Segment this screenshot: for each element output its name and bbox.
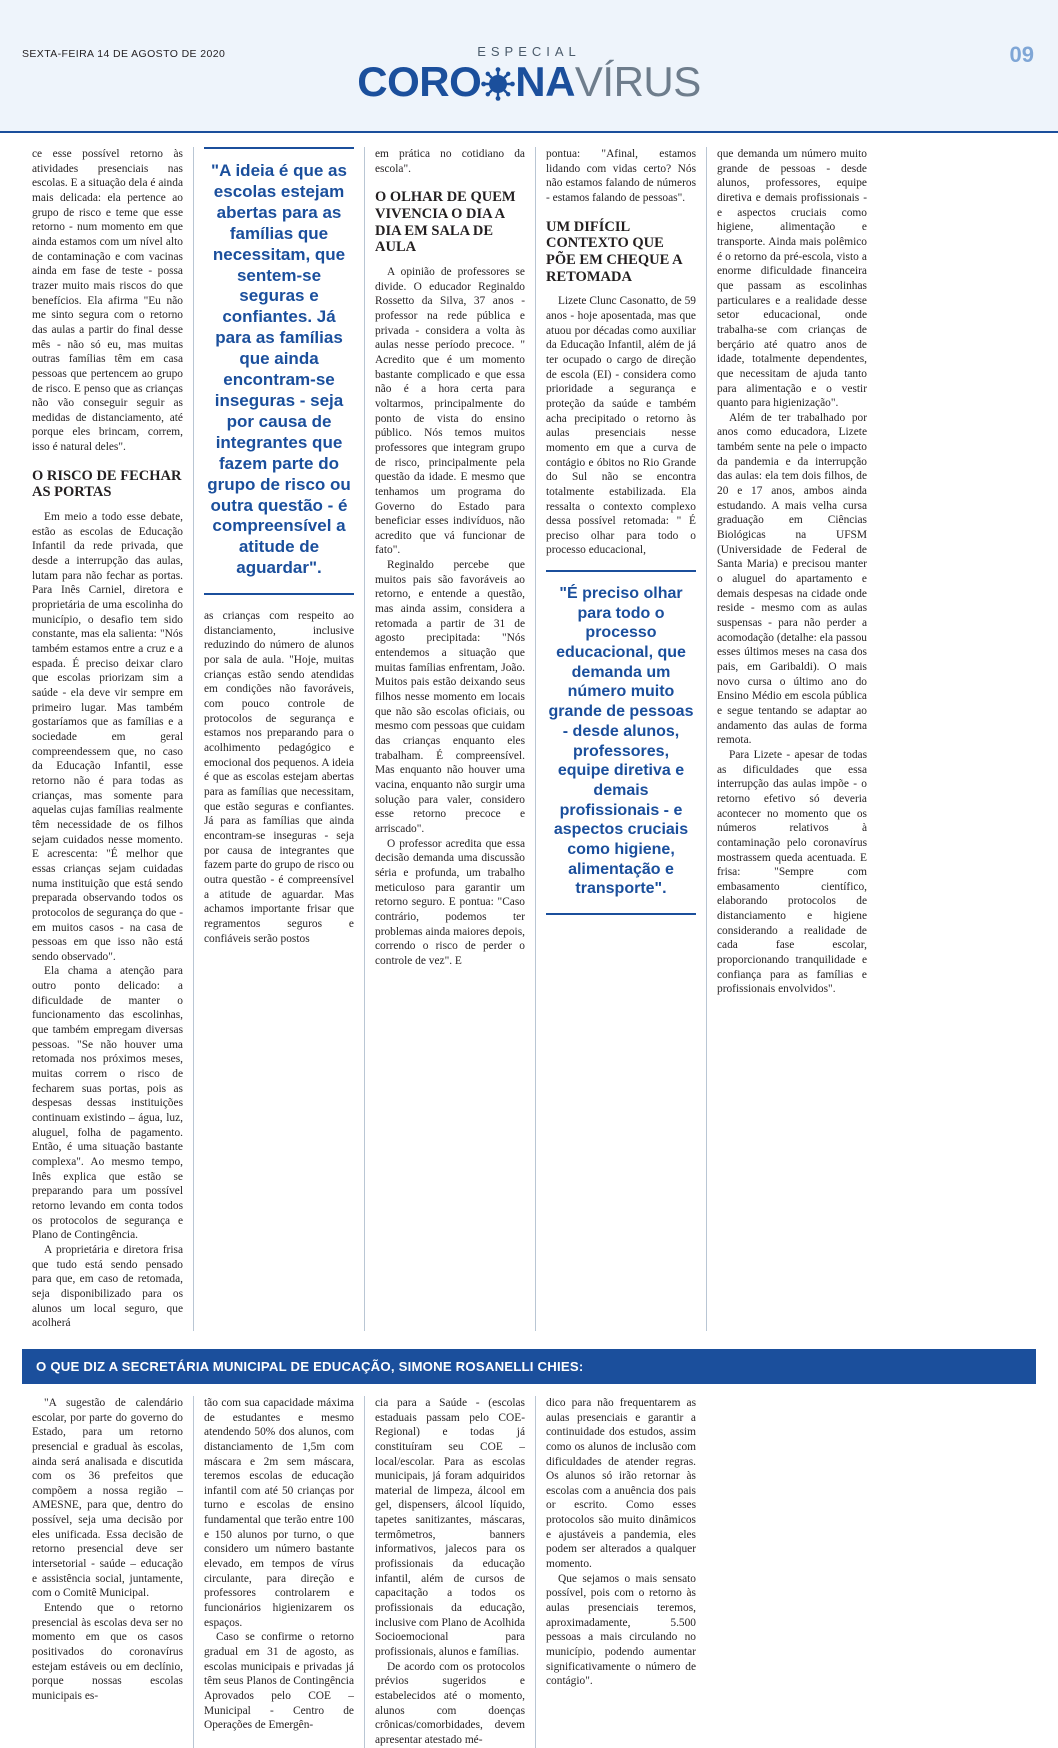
- paragraph: ce esse possível retorno às atividades presenciais nas escolas. E a situação dela é ainda mais delicada: ela pertence ao grupo de risco e teme que esse retorno - num momento em que ainda estamos com um nível alto de contaminação e com vacinas ainda em fase de teste - possa trazer muito mais riscos do que benefícios. Ela afirma "Eu não me sinto segura com o retorno das aulas a partir do final desse mês - não só eu, mas muitas outras famílias têm em casa pessoas que pertencem ao grupo de risco. E penso que as crianças não vão conseguir seguir as medidas de distanciamento, até porque eles brincam, correm, isso é natural deles".: [32, 148, 183, 454]
- paragraph: O professor acredita que essa decisão demanda uma discussão séria e profunda, um trabalho meticuloso para garantir um retorno seguro. E pontua: "Caso contrário, podemos ter problemas ainda maiores depois, correndo o risco de perder o controle de vez". E: [375, 837, 525, 967]
- masthead: [0, 0, 1058, 133]
- paragraph: Entendo que o retorno presencial às escolas deva ser no momento em que os casos positivados do coronavírus estejam estáveis ou em declínio, porque nossas escolas municipais es-: [32, 1602, 183, 1702]
- secretary-statement-band: O QUE DIZ A SECRETÁRIA MUNICIPAL DE EDUCAÇÃO, SIMONE ROSANELLI CHIES:: [22, 1349, 1036, 1384]
- secretary-column-2: [193, 1396, 364, 1748]
- paragraph: pontua: "Afinal, estamos lidando com vidas certo? Nós não estamos falando de números - estamos falando de pessoas".: [546, 148, 696, 204]
- paragraph: Além de ter trabalhado por anos como educadora, Lizete também sente na pele o impacto da pandemia e da interrupção das aulas: ela tem dois filhos, de 20 e 17 anos, ambos ainda estudando. A mais velha cursa graduação em Ciências Biológicas na UFSM (Universidade de Federal de Santa Maria) e precisou manter o aluguel do apartamento e demais despesas na cidade onde reside - mesmo com as aulas suspensas - para não perder a acomodação (detalhe: ela passou esses últimos meses na casa dos pais, em Garibaldi). O mais novo cursa o último ano do Ensino Médio em escola pública e segue tentando se adaptar ao andamento das aulas de forma remota.: [717, 411, 867, 747]
- masthead-logo: [0, 58, 1058, 105]
- paragraph: que demanda um número muito grande de pessoas - desde alunos, professores, equipe diretiva e demais profissionais - e aspectos cruciais como higiene, alimentação e transporte. Ainda mais polêmico é o retorno da pré-escola, visto a enorme dificuldade financeira que passam as escolinhas particulares e a realidade desse setor educacional, onde trabalha-se com crianças de berçário até quatro anos de idade, totalmente dependentes, que necessitam de ajuda tanto para alimentação e o vestir quanto para higienização".: [717, 148, 867, 410]
- article-column-3: [364, 147, 535, 1331]
- paragraph: Em meio a todo esse debate, estão as escolas de Educação Infantil da rede privada, que desde a interrupção das aulas, lutam para não fechar as portas. Para Inês Carniel, diretora e proprietária de uma escolinha do município, o desafio tem sido constante, mas ela salienta: "Nós também estamos entre a cruz e a espada. É preciso deixar claro que escolas priorizam sim a saúde - ela deve vir sempre em primeiro lugar. Mas também gostaríamos que as famílias e a sociedade em geral compreendessem que, no caso da Educação Infantil, esse retorno não é para todas as crianças, mas somente para aquelas cujas famílias realmente têm necessidade de os filhos sejam cuidados nesse momento. E acrescenta: "É melhor que essas crianças sejam cuidadas numa instituição que está sendo preparada observando todos os protocolos de segurança do que - em muitos casos - na casa de pessoas em que isso não está sendo observado".: [32, 511, 183, 963]
- pull-quote-2: "É preciso olhar para todo o processo educacional, que demanda um número muito grande de pessoas - desde alunos, professores, equipe diretiva e demais profissionais - e aspectos cruciais como higiene, alimentação e transporte".: [546, 570, 696, 915]
- masthead-logo-block: [0, 44, 1058, 103]
- secretary-column-3: [364, 1396, 535, 1748]
- paragraph: "A sugestão de calendário escolar, por parte do governo do Estado, para um retorno presencial e gradual às escolas, ainda será analisada e discutida com os 36 prefeitos que compõem a nossa região – AMESNE, para que, dentro do possível, seja uma decisão por eles unificada. Essa decisão de retorno presencial deve ser intersetorial - saúde – educação e assistência social, juntamente, com o Comitê Municipal.: [32, 1396, 183, 1600]
- paragraph: Que sejamos o mais sensato possível, pois com o retorno às aulas presenciais teremos, aproximadamente, 5.500 pessoas a mais circulando no município, podendo aumentar significativamente o número de contágio".: [546, 1572, 696, 1688]
- paragraph: cia para a Saúde - (escolas estaduais passam pelo COE-Regional) e todas já constituíram seu COE – local/escolar. Para as escolas municipais, já foram adquiridos material de limpeza, álcool em gel, dispensers, álcool líquido, tapetes sanitizantes, máscaras, termômetros, banners informativos, jalecos para os profissionais da educação infantil, além de cursos de capacitação a todos os profissionais da educação, inclusive com Plano de Acolhida Socioemocional para profissionais, alunos e famílias.: [375, 1396, 525, 1659]
- logo-text-na: NA: [515, 58, 575, 105]
- article-columns: [22, 147, 1036, 1331]
- secretary-statement-body: [0, 1384, 1058, 1748]
- logo-text-corona: CORO: [357, 58, 482, 105]
- paragraph: em prática no cotidiano da escola".: [375, 148, 525, 175]
- paragraph: tão com sua capacidade máxima de estudantes e mesmo atendendo 50% dos alunos, com distanciamento de 1,5m com máscara e 2m sem máscara, teremos escolas de educação infantil com até 50 crianças por turno e escolas de ensino fundamental que terão entre 100 e 150 alunos por turno, o que considero um número bastante elevado, em tempos de vírus circulante, para direção e professores controlarem e funcionários higienizarem os espaços.: [204, 1396, 354, 1629]
- paragraph: Ela chama a atenção para outro ponto delicado: a dificuldade de manter o funcionamento das escolinhas, que também empregam diversas pessoas. "Se não houver uma retomada nos próximos meses, muitas correm o risco de fecharem suas portas, pois as despesas dessas instituições continuam existindo – água, luz, aluguel, folha de pagamento. Então, é uma situação bastante complexa". Ao mesmo tempo, Inês explica que estão se preparando para um possível retorno levando em conta todos os protocolos de segurança e Plano de Contingência.: [32, 965, 183, 1242]
- issue-date: SEXTA-FEIRA 14 DE AGOSTO DE 2020: [22, 48, 226, 60]
- paragraph: Lizete Clunc Casonatto, de 59 anos - hoje aposentada, mas que atuou por décadas como auxiliar da Educação Infantil, além de já ter ocupado o cargo de direção de escola (EI) - considera como prioridade a segurança e proteção da saúde e também acha precipitado o retorno às aulas presenciais nesse momento em que a curva de contágio e óbitos no Rio Grande do Sul não se encontra totalmente estabilizada. Ela ressalta o contexto complexo dessa possível retomada: " É preciso olhar para todo o processo educacional,: [546, 295, 696, 557]
- article-column-2: [193, 147, 364, 1331]
- article-body: [0, 133, 1058, 1331]
- paragraph: A proprietária e diretora frisa que tudo está sendo pensado para que, em caso de retomada, seja disponibilizado para os alunos um local seguro, que acolherá: [32, 1243, 183, 1330]
- paragraph: Para Lizete - apesar de todas as dificuldades que essa interrupção das aulas impõe - o retorno efetivo só deveria acontecer no momento que os números relativos à contaminação pelo coronavírus mostrassem queda acentuada. E frisa: "Sempre com embasamento científico, elaborando protocolos de distanciamento e higiene considerando a realidade de cada fase escolar, proporcionando tranquilidade e confiança para as famílias e profissionais envolvidos".: [717, 748, 867, 996]
- virus-icon: [481, 66, 515, 100]
- page-number: 09: [1009, 42, 1034, 67]
- article-column-4: [535, 147, 706, 1331]
- secretary-column-4: [535, 1396, 706, 1748]
- section-heading-olhar-de-quem-vivencia: O OLHAR DE QUEM VIVENCIA O DIA A DIA EM SALA DE AULA: [375, 189, 516, 256]
- paragraph: Caso se confirme o retorno gradual em 31 de agosto, as escolas municipais e privadas já têm seus Planos de Contingência Aprovados pelo COE – Municipal - Centro de Operações de Emergên-: [204, 1631, 354, 1732]
- paragraph: De acordo com os protocolos prévios sugeridos e estabelecidos até o momento, alunos com doenças crônicas/comorbidades, devem apresentar atestado mé-: [375, 1660, 525, 1746]
- pull-quote-1: "A ideia é que as escolas estejam abertas para as famílias que necessitam, que sentem-se seguras e confiantes. Já para as famílias que ainda encontram-se inseguras - seja por causa de integrantes que fazem parte do grupo de risco ou outra questão - é compreensível a atitude de aguardar".: [204, 147, 354, 595]
- paragraph: A opinião de professores se divide. O educador Reginaldo Rossetto da Silva, 37 anos - professor na rede pública e privada - considera a volta às aulas nesse período precoce. " Acredito que é um momento bastante complicado e que essa não é a hora certa para voltarmos, principalmente do ponto de vista do ensino público. Nós temos muitos professores que integram grupo de risco, principalmente pela questão da idade. E mesmo que tenhamos um programa do Governo do Estado para beneficiar esses indivíduos, não acredito que vá funcionar de fato".: [375, 266, 525, 557]
- paragraph: dico para não frequentarem as aulas presenciais e garantir a continuidade dos estudos, assim como os alunos de inclusão com dificuldades de atender regras. Os alunos só irão retornar às escolas com a anuência dos pais or escrito. Como esses protocolos são muito dinâmicos e ajustáveis a pandemia, eles podem ser alterados a qualquer momento.: [546, 1396, 696, 1571]
- section-heading-dificil-contexto: UM DIFÍCIL CONTEXTO QUE PÕE EM CHEQUE A RETOMADA: [546, 218, 682, 285]
- secretary-column-1: [22, 1396, 193, 1748]
- secretary-columns: [22, 1396, 1036, 1748]
- paragraph: Reginaldo percebe que muitos pais são favoráveis ao retorno, e entende a questão, mas ainda assim, considera a retomada a partir de 31 de agosto precipitada: "Nós entendemos a situação que muitas famílias enfrentam, João. Muitos pais estão deixando seus filhos nesse momento em locais que não são escolas oficiais, ou mesmo com pessoas que cuidam das crianças enquanto eles trabalham. É compreensível. Mas enquanto não houver uma vacina, enquanto não surgir uma solução para valer, considero esse retorno precoce e arriscado".: [375, 559, 525, 835]
- article-column-5: [706, 147, 877, 1331]
- article-column-1: [22, 147, 193, 1331]
- logo-text-virus: VÍRUS: [574, 58, 701, 105]
- masthead-kicker: ESPECIAL: [477, 44, 581, 59]
- section-heading-risco-fechar-portas: O RISCO DE FECHAR AS PORTAS: [32, 467, 182, 501]
- paragraph: as crianças com respeito ao distanciamento, inclusive reduzindo do número de alunos por sala de aula. "Hoje, muitas crianças estão sendo atendidas em condições não favoráveis, com pouco controle de protocolos de segurança e estamos nos preparando para o acolhimento pedagógico e emocional dos pequenos. A ideia é que as escolas estejam abertas para as famílias que necessitam, que estão seguras e confiantes. Já para as famílias que ainda encontram-se inseguras - seja por causa de integrantes que fazem parte do grupo de risco ou outra questão - é compreensível a atitude de aguardar. Mas achamos importante frisar que regramentos seguros e confiáveis serão postos: [204, 610, 354, 945]
